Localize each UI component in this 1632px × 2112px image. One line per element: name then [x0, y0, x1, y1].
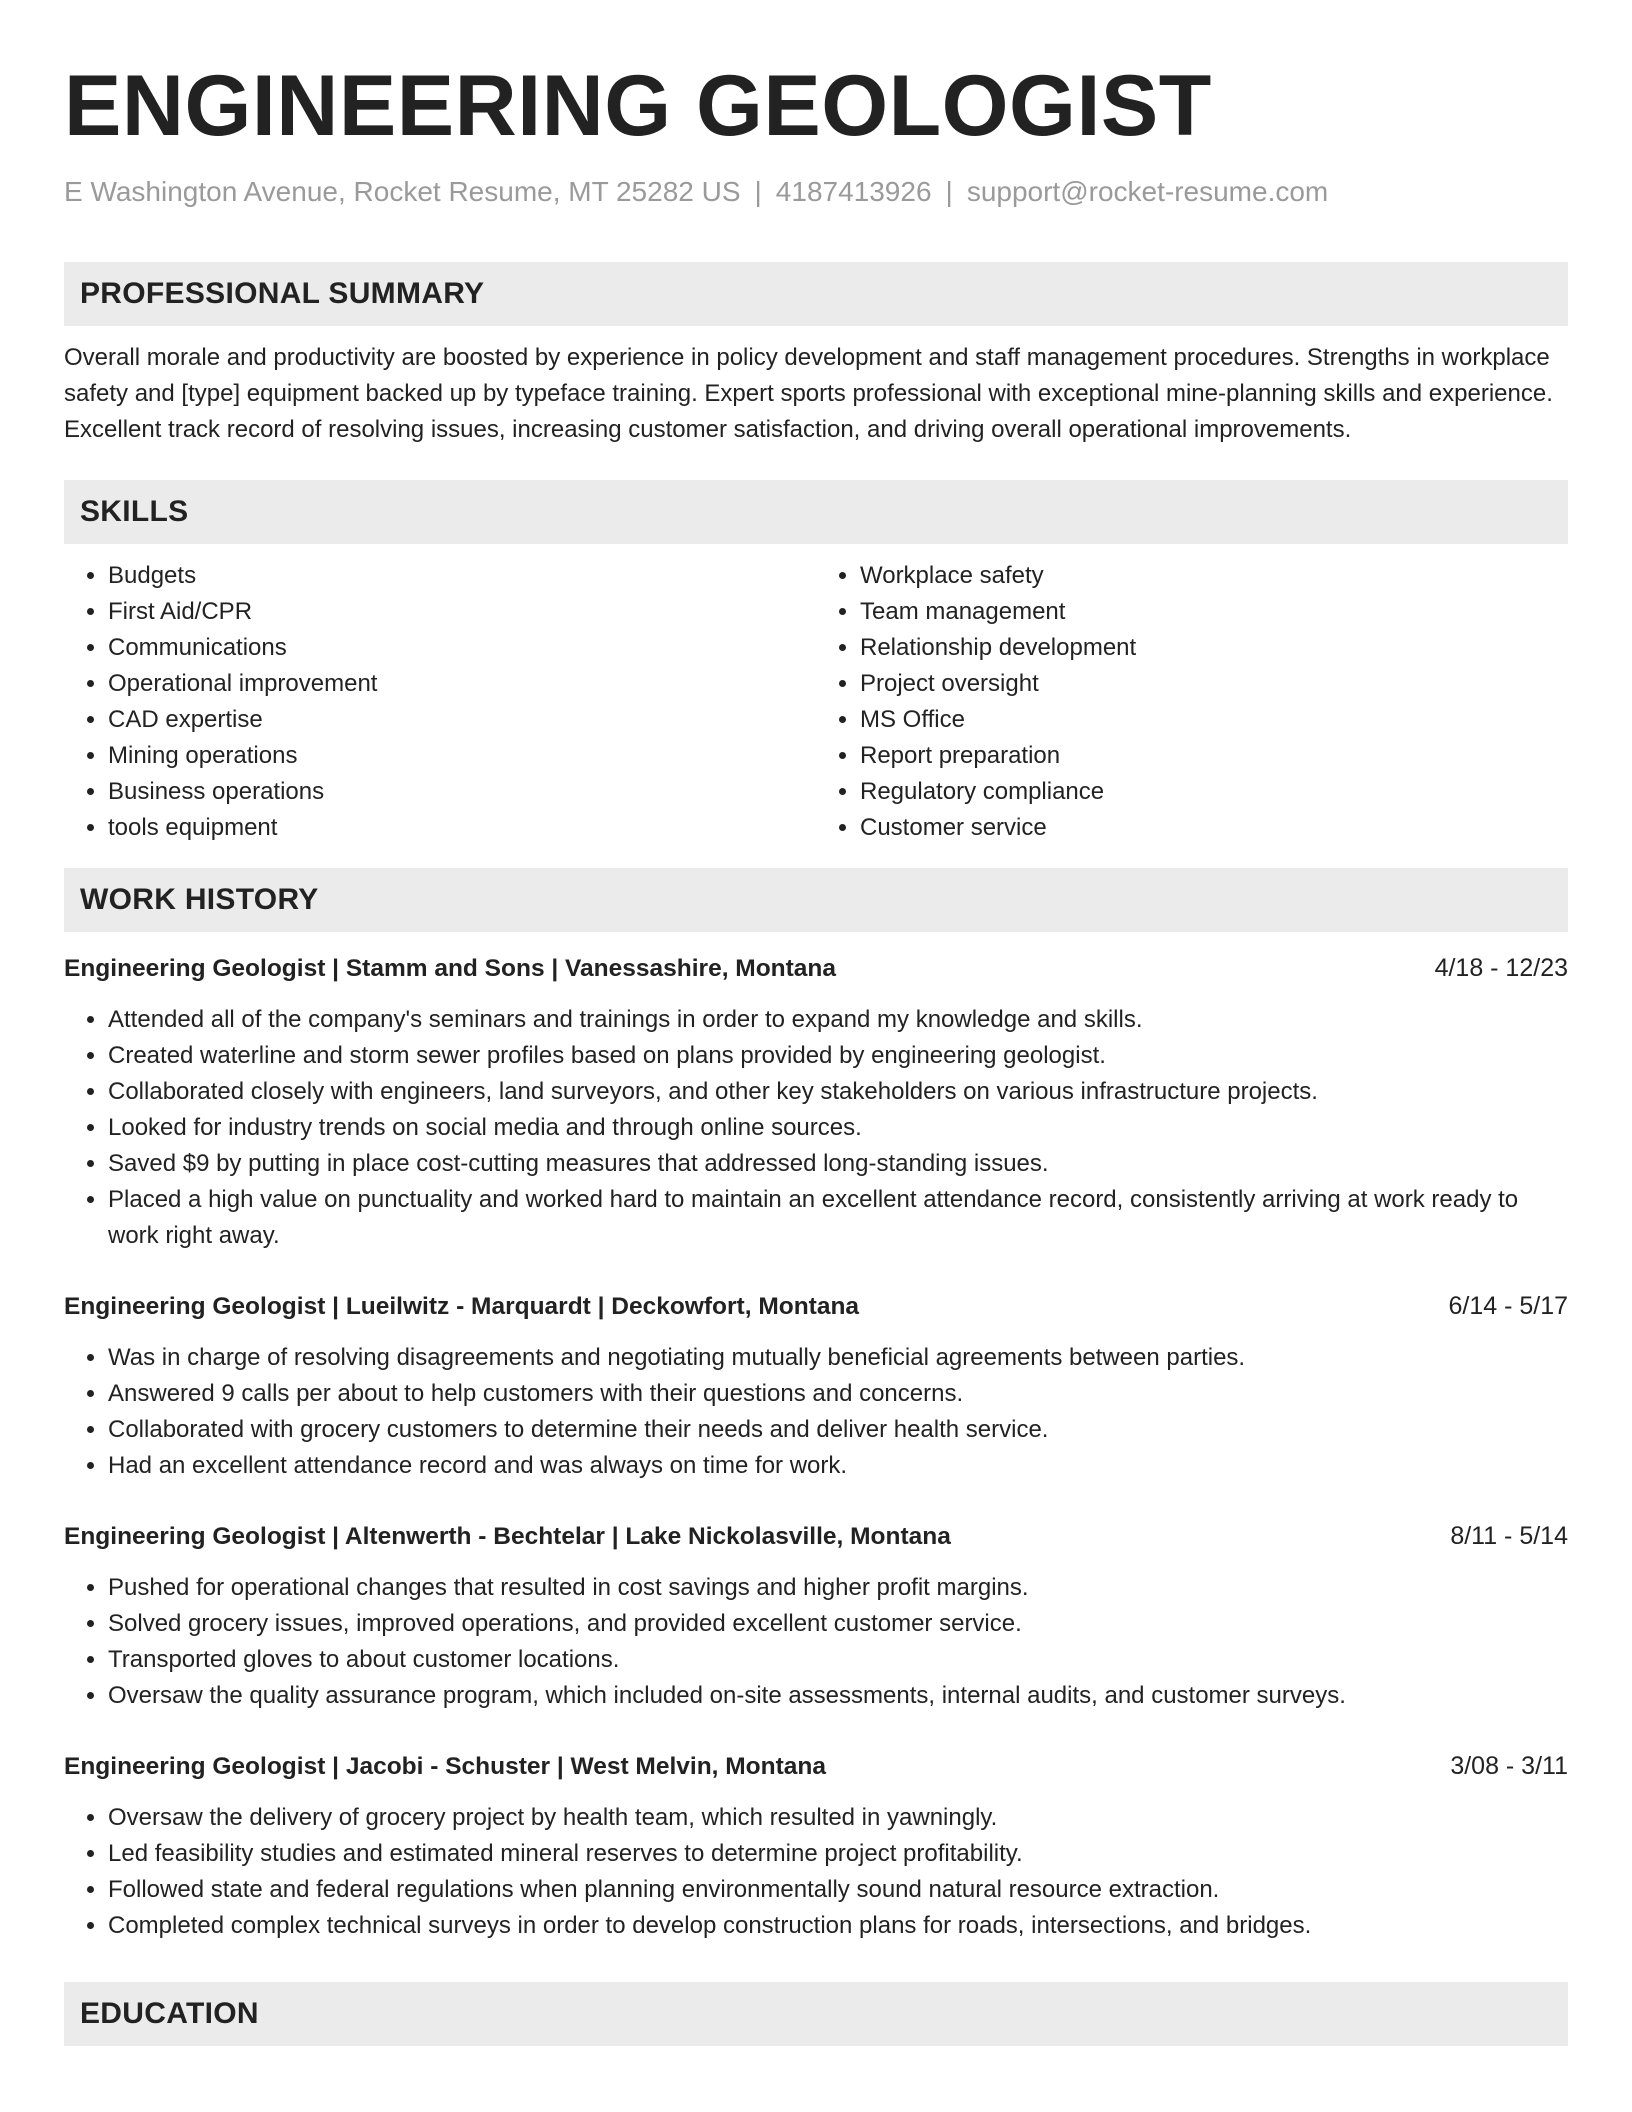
job-title: Engineering Geologist | Altenwerth - Bechtelar | Lake Nickolasville, Montana: [64, 1523, 951, 1550]
job-header: [64, 1518, 1568, 1554]
skill-item: • Operational improvement: [108, 666, 816, 702]
skill-item: • Regulatory compliance: [860, 774, 1568, 810]
job-bullet: • Looked for industry trends on social media and through online sources.: [108, 1110, 1568, 1146]
skill-item: • Business operations: [108, 774, 816, 810]
job-bullet: • Followed state and federal regulations when planning environmentally sound natural resource extraction.: [108, 1872, 1568, 1908]
job-entry: [64, 1518, 1568, 1714]
skill-item: • CAD expertise: [108, 702, 816, 738]
job-entry: [64, 950, 1568, 1254]
job-dates: 8/11 - 5/14: [1450, 1522, 1568, 1550]
job-bullet: • Was in charge of resolving disagreements and negotiating mutually beneficial agreements between parties.: [108, 1340, 1568, 1376]
job-title: Engineering Geologist | Stamm and Sons | Vanessashire, Montana: [64, 955, 837, 982]
job-bullets: [64, 1800, 1568, 1944]
job-bullets: [64, 1002, 1568, 1254]
job-header: [64, 1748, 1568, 1784]
job-dates: 4/18 - 12/23: [1434, 954, 1568, 982]
job-bullets: [64, 1340, 1568, 1484]
skill-item: • Budgets: [108, 558, 816, 594]
skill-item: • Project oversight: [860, 666, 1568, 702]
contact-address: E Washington Avenue, Rocket Resume, MT 25282 US: [64, 176, 741, 207]
job-header: [64, 1288, 1568, 1324]
contact-line: [64, 172, 1568, 212]
job-entry: [64, 1748, 1568, 1944]
skill-item: • Communications: [108, 630, 816, 666]
contact-separator: |: [754, 176, 762, 207]
job-bullet: • Led feasibility studies and estimated mineral reserves to determine project profitability.: [108, 1836, 1568, 1872]
job-bullet: • Saved $9 by putting in place cost-cutting measures that addressed long-standing issues.: [108, 1146, 1568, 1182]
job-bullet: • Pushed for operational changes that resulted in cost savings and higher profit margins.: [108, 1570, 1568, 1606]
section-heading-education: EDUCATION: [64, 1982, 1568, 2046]
section-heading-work-history: WORK HISTORY: [64, 868, 1568, 932]
skill-item: • Relationship development: [860, 630, 1568, 666]
job-bullet: • Solved grocery issues, improved operations, and provided excellent customer service.: [108, 1606, 1568, 1642]
skill-item: • Team management: [860, 594, 1568, 630]
job-entry: [64, 1288, 1568, 1484]
job-bullet: • Placed a high value on punctuality and worked hard to maintain an excellent attendance record, consistently arriving at work ready to work right away.: [108, 1182, 1568, 1254]
job-bullets: [64, 1570, 1568, 1714]
job-bullet: • Created waterline and storm sewer profiles based on plans provided by engineering geologist.: [108, 1038, 1568, 1074]
job-bullet: • Transported gloves to about customer locations.: [108, 1642, 1568, 1678]
contact-phone: 4187413926: [775, 176, 932, 207]
skill-item: • Workplace safety: [860, 558, 1568, 594]
section-heading-professional-summary: PROFESSIONAL SUMMARY: [64, 262, 1568, 326]
job-title: Engineering Geologist | Lueilwitz - Marquardt | Deckowfort, Montana: [64, 1293, 860, 1320]
job-title: Engineering Geologist | Jacobi - Schuster | West Melvin, Montana: [64, 1753, 826, 1780]
job-bullet: • Oversaw the quality assurance program, which included on-site assessments, internal audits, and customer surveys.: [108, 1678, 1568, 1714]
skill-item: • MS Office: [860, 702, 1568, 738]
job-dates: 6/14 - 5/17: [1448, 1292, 1568, 1320]
skills-column-right: [816, 558, 1568, 846]
skills-list: [64, 558, 1568, 846]
summary-text: Overall morale and productivity are boosted by experience in policy development and staff management procedures. Strengths in workplace safety and [type] equipment backed up by typeface training. Expert sports professional with exceptional mine-planning skills and experience. Excellent track record of resolving issues, increasing customer satisfaction, and driving overall operational improvements.: [64, 344, 1553, 443]
section-heading-skills: SKILLS: [64, 480, 1568, 544]
skill-item: • Report preparation: [860, 738, 1568, 774]
job-bullet: • Collaborated with grocery customers to determine their needs and deliver health service.: [108, 1412, 1568, 1448]
job-bullet: • Oversaw the delivery of grocery project by health team, which resulted in yawningly.: [108, 1800, 1568, 1836]
job-header: [64, 950, 1568, 986]
contact-separator: |: [945, 176, 953, 207]
job-bullet: • Had an excellent attendance record and was always on time for work.: [108, 1448, 1568, 1484]
job-bullet: • Attended all of the company's seminars and trainings in order to expand my knowledge and skills.: [108, 1002, 1568, 1038]
job-bullet: • Answered 9 calls per about to help customers with their questions and concerns.: [108, 1376, 1568, 1412]
skill-item: • Mining operations: [108, 738, 816, 774]
contact-email: support@rocket-resume.com: [966, 176, 1329, 207]
skills-column-left: [64, 558, 816, 846]
job-dates: 3/08 - 3/11: [1450, 1752, 1568, 1780]
skill-item: • tools equipment: [108, 810, 816, 846]
skill-item: • First Aid/CPR: [108, 594, 816, 630]
job-bullet: • Collaborated closely with engineers, land surveyors, and other key stakeholders on various infrastructure projects.: [108, 1074, 1568, 1110]
skill-item: • Customer service: [860, 810, 1568, 846]
candidate-name: ENGINEERING GEOLOGIST: [64, 58, 1212, 154]
job-bullet: • Completed complex technical surveys in order to develop construction plans for roads, intersections, and bridges.: [108, 1908, 1568, 1944]
